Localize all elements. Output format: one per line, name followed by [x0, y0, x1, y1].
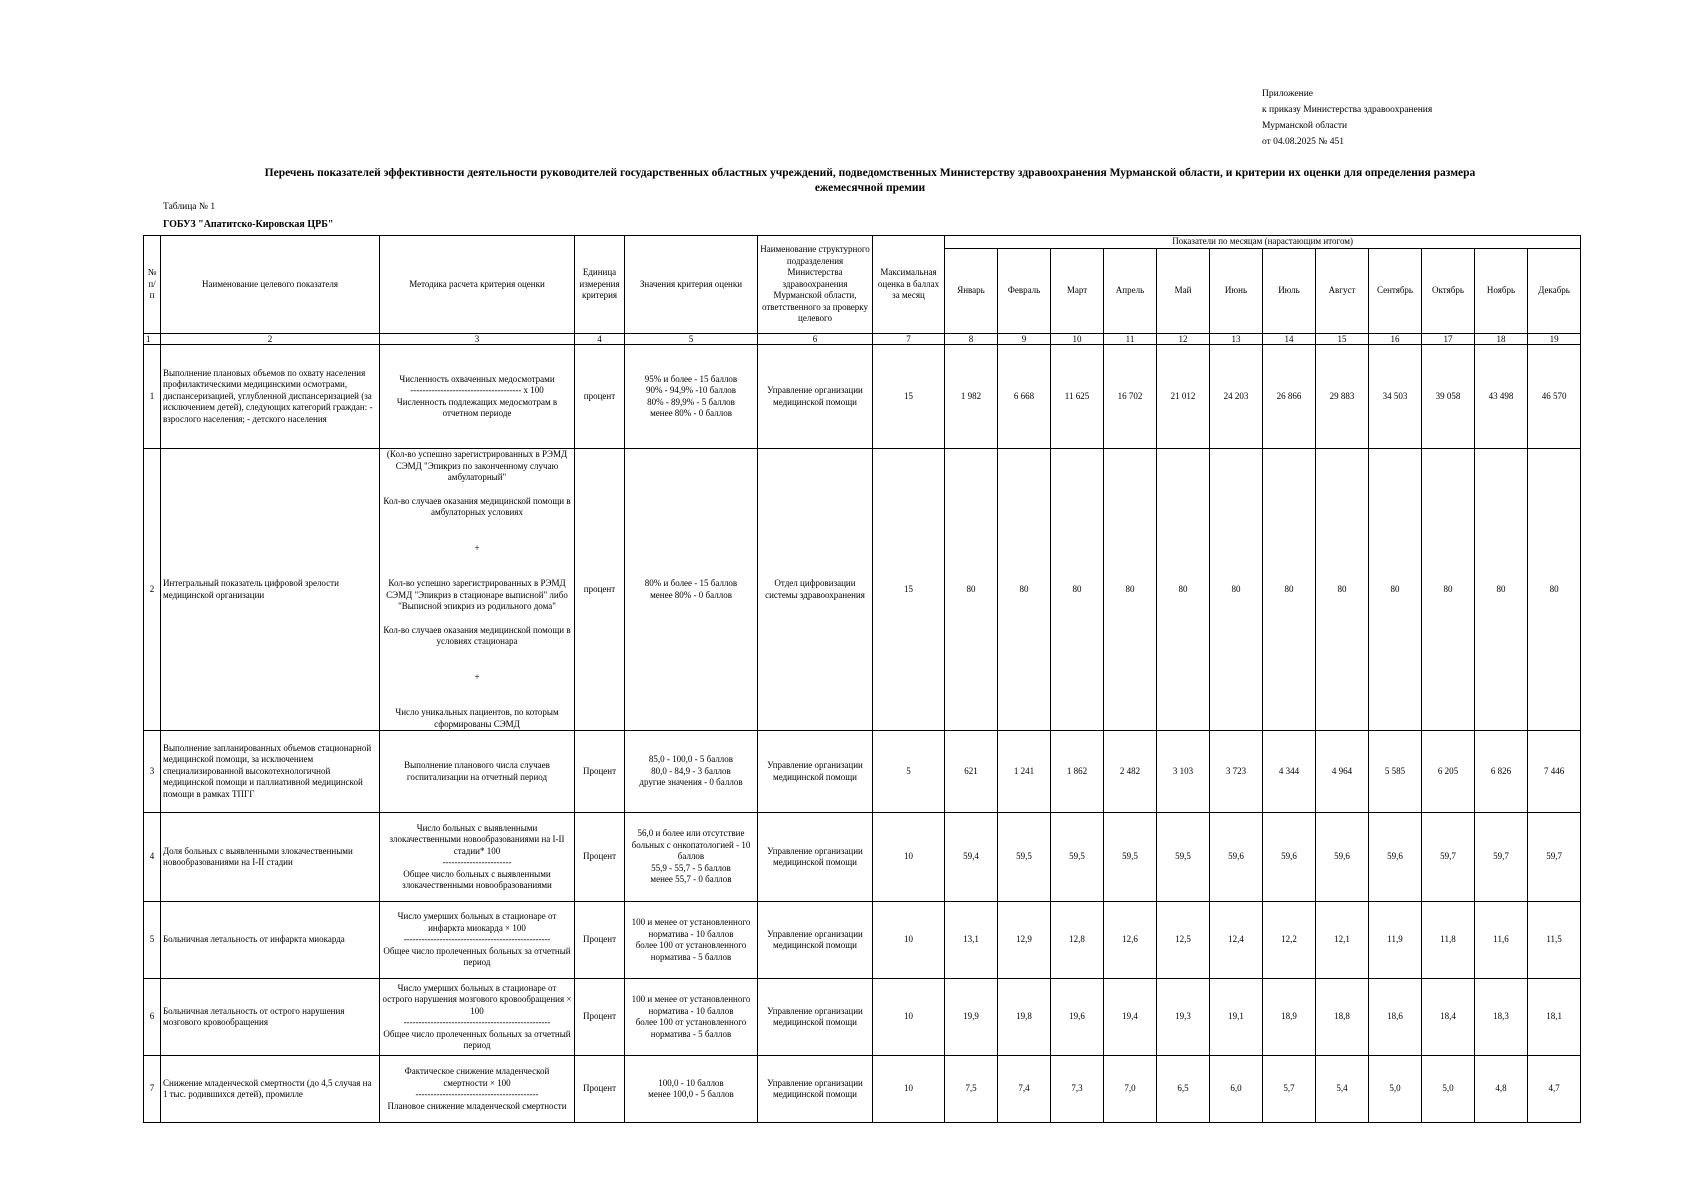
column-number: 15 — [1316, 334, 1369, 345]
month-value: 12,5 — [1157, 902, 1210, 979]
unit-cell: Процент — [575, 1056, 625, 1123]
table-row — [144, 345, 1581, 449]
month-value: 59,6 — [1210, 813, 1263, 902]
calc-method — [380, 449, 575, 731]
criteria-line: 80% - 89,9% - 5 баллов — [647, 396, 735, 407]
month-value: 18,9 — [1263, 979, 1316, 1056]
month-value: 80 — [1104, 449, 1157, 731]
header-dept: Наименование структурного подразделения Министерства здравоохранения Мурманской области, ответственного за проверку целевого — [758, 236, 873, 334]
header-unit: Единица измерения критерия — [575, 236, 625, 334]
calc-method — [380, 345, 575, 449]
method-line: ------------------------------------------------- — [403, 934, 551, 945]
unit-cell: Процент — [575, 902, 625, 979]
criteria-values — [625, 345, 758, 449]
month-value: 59,7 — [1422, 813, 1475, 902]
month-value: 7,5 — [945, 1056, 998, 1123]
row-number: 2 — [144, 449, 161, 731]
row-number: 4 — [144, 813, 161, 902]
month-value: 6 668 — [998, 345, 1051, 449]
max-score: 5 — [873, 731, 945, 813]
month-value: 18,4 — [1422, 979, 1475, 1056]
month-value: 59,7 — [1528, 813, 1581, 902]
month-value: 11,8 — [1422, 902, 1475, 979]
header-month: Март — [1051, 249, 1104, 334]
header-name: Наименование целевого показателя — [161, 236, 380, 334]
month-value: 59,5 — [1051, 813, 1104, 902]
month-value: 59,7 — [1475, 813, 1528, 902]
month-value: 46 570 — [1528, 345, 1581, 449]
table-row — [144, 813, 1581, 902]
month-value: 29 883 — [1316, 345, 1369, 449]
month-value: 18,6 — [1369, 979, 1422, 1056]
criteria-line: более 100 от установленного норматива - 5 баллов — [635, 940, 747, 962]
month-value: 80 — [1210, 449, 1263, 731]
criteria-line: менее 100,0 - 5 баллов — [648, 1089, 734, 1099]
month-value: 59,6 — [1316, 813, 1369, 902]
method-line: Численность охваченных медосмотрами — [399, 373, 555, 384]
title-line: ежемесячной премии — [814, 182, 926, 194]
method-line: Численность подлежащих медосмотрам в отчетном периоде — [396, 396, 558, 418]
column-number: 10 — [1051, 334, 1104, 345]
month-value: 80 — [1528, 449, 1581, 731]
method-line: Число уникальных пациентов, по которым сформированы СЭМД — [395, 707, 559, 729]
month-value: 6,5 — [1157, 1056, 1210, 1123]
month-value: 7,0 — [1104, 1056, 1157, 1123]
month-value: 7,4 — [998, 1056, 1051, 1123]
month-value: 6,0 — [1210, 1056, 1263, 1123]
column-number: 8 — [945, 334, 998, 345]
method-line: Число умерших больных в стационаре от инфаркта миокарда × 100 — [397, 911, 557, 933]
month-value: 59,5 — [1104, 813, 1157, 902]
calc-method — [380, 979, 575, 1056]
header-max: Максимальная оценка в баллах за месяц — [873, 236, 945, 334]
month-value: 39 058 — [1422, 345, 1475, 449]
method-line: ----------------------- — [442, 857, 512, 867]
responsible-dept: Управление организации медицинской помощи — [758, 1056, 873, 1123]
spacer — [382, 683, 572, 707]
criteria-line: более 100 от установленного норматива - 5 баллов — [635, 1017, 747, 1039]
month-value: 13,1 — [945, 902, 998, 979]
month-value: 80 — [998, 449, 1051, 731]
criteria-line: 100,0 - 10 баллов — [658, 1077, 724, 1088]
row-number: 7 — [144, 1056, 161, 1123]
header-month: Август — [1316, 249, 1369, 334]
month-value: 80 — [1157, 449, 1210, 731]
month-value: 19,6 — [1051, 979, 1104, 1056]
month-value: 11,6 — [1475, 902, 1528, 979]
approval-block — [1262, 86, 1432, 150]
criteria-values — [625, 449, 758, 731]
calc-method — [380, 731, 575, 813]
month-value: 12,6 — [1104, 902, 1157, 979]
criteria-values — [625, 902, 758, 979]
header-month: Октябрь — [1422, 249, 1475, 334]
organization-name: ГОБУЗ "Апатитско-Кировская ЦРБ" — [163, 219, 334, 230]
month-value: 4 964 — [1316, 731, 1369, 813]
unit-cell: Процент — [575, 979, 625, 1056]
row-number: 1 — [144, 345, 161, 449]
column-number: 14 — [1263, 334, 1316, 345]
indicator-name: Снижение младенческой смертности (до 4,5 случая на 1 тыс. родившихся детей), промилле — [161, 1056, 380, 1123]
column-number: 3 — [380, 334, 575, 345]
method-line: Кол-во случаев оказания медицинской помощи в условиях стационара — [383, 624, 571, 646]
month-value: 1 862 — [1051, 731, 1104, 813]
month-value: 59,5 — [1157, 813, 1210, 902]
month-value: 19,8 — [998, 979, 1051, 1056]
header-month: Сентябрь — [1369, 249, 1422, 334]
header-month: Декабрь — [1528, 249, 1581, 334]
header-num: № п/ п — [144, 236, 161, 334]
criteria-line: 55,9 - 55,7 - 5 баллов — [651, 862, 731, 873]
calc-method — [380, 902, 575, 979]
month-value: 18,8 — [1316, 979, 1369, 1056]
criteria-line: 90% - 94,9% -10 баллов — [645, 385, 737, 395]
month-value: 5,4 — [1316, 1056, 1369, 1123]
responsible-dept: Управление организации медицинской помощи — [758, 813, 873, 902]
month-value: 5,0 — [1369, 1056, 1422, 1123]
column-number: 5 — [625, 334, 758, 345]
responsible-dept: Отдел цифровизации системы здравоохранения — [758, 449, 873, 731]
month-value: 21 012 — [1157, 345, 1210, 449]
month-value: 19,1 — [1210, 979, 1263, 1056]
method-line: + — [474, 542, 480, 553]
month-value: 59,5 — [998, 813, 1051, 902]
approval-line: Мурманской области — [1262, 121, 1348, 131]
criteria-line: 100 и менее от установленного норматива - 10 баллов — [631, 917, 751, 939]
title-line: Перечень показателей эффективности деятельности руководителей государственных областных учреждений, подведомственных Министерству здравоохранения Мурманской области, и критерии их оценки для определения размера — [264, 167, 1476, 179]
month-value: 3 103 — [1157, 731, 1210, 813]
responsible-dept: Управление организации медицинской помощи — [758, 345, 873, 449]
month-value: 80 — [1263, 449, 1316, 731]
month-value: 2 482 — [1104, 731, 1157, 813]
column-number: 13 — [1210, 334, 1263, 345]
unit-cell: процент — [575, 345, 625, 449]
criteria-line: 100 и менее от установленного норматива - 10 баллов — [631, 994, 751, 1016]
max-score: 10 — [873, 979, 945, 1056]
column-number: 17 — [1422, 334, 1475, 345]
method-line: Фактическое снижение младенческой смертности × 100 — [404, 1066, 550, 1088]
table-row — [144, 731, 1581, 813]
month-value: 4,8 — [1475, 1056, 1528, 1123]
month-value: 80 — [1422, 449, 1475, 731]
header-values: Значения критерия оценки — [625, 236, 758, 334]
indicator-name: Больничная летальность от острого нарушения мозгового кровообращения — [161, 979, 380, 1056]
table-row — [144, 449, 1581, 731]
month-value: 16 702 — [1104, 345, 1157, 449]
header-month: Февраль — [998, 249, 1051, 334]
criteria-values — [625, 813, 758, 902]
criteria-values — [625, 1056, 758, 1123]
approval-line: Приложение — [1262, 89, 1313, 99]
header-month: Ноябрь — [1475, 249, 1528, 334]
month-value: 80 — [945, 449, 998, 731]
column-number: 16 — [1369, 334, 1422, 345]
month-value: 12,4 — [1210, 902, 1263, 979]
indicator-name: Интегральный показатель цифровой зрелости медицинской организации — [161, 449, 380, 731]
month-value: 11,5 — [1528, 902, 1581, 979]
month-value: 59,4 — [945, 813, 998, 902]
month-value: 11 625 — [1051, 345, 1104, 449]
row-number: 5 — [144, 902, 161, 979]
method-line: Плановое снижение младенческой смертности — [387, 1100, 567, 1111]
unit-cell: Процент — [575, 731, 625, 813]
column-number: 9 — [998, 334, 1051, 345]
approval-line: к приказу Министерства здравоохранения — [1262, 105, 1433, 115]
month-value: 1 982 — [945, 345, 998, 449]
table-row — [144, 1056, 1581, 1123]
month-value: 43 498 — [1475, 345, 1528, 449]
month-value: 80 — [1475, 449, 1528, 731]
month-value: 26 866 — [1263, 345, 1316, 449]
month-value: 18,1 — [1528, 979, 1581, 1056]
spacer — [382, 613, 572, 625]
criteria-values — [625, 979, 758, 1056]
indicator-name: Больничная летальность от инфаркта миокарда — [161, 902, 380, 979]
month-value: 80 — [1369, 449, 1422, 731]
method-line: Число умерших больных в стационаре от острого нарушения мозгового кровообращения × 100 — [382, 982, 572, 1016]
responsible-dept: Управление организации медицинской помощи — [758, 979, 873, 1056]
month-value: 6 205 — [1422, 731, 1475, 813]
month-value: 34 503 — [1369, 345, 1422, 449]
method-line: Кол-во случаев оказания медицинской помощи в амбулаторных условиях — [383, 495, 571, 517]
method-line: ------------------------------------------------- — [403, 1017, 551, 1027]
month-value: 11,9 — [1369, 902, 1422, 979]
max-score: 10 — [873, 813, 945, 902]
calc-method — [380, 813, 575, 902]
month-value: 5,0 — [1422, 1056, 1475, 1123]
column-number: 2 — [161, 334, 380, 345]
criteria-values — [625, 731, 758, 813]
criteria-line: 80% и более - 15 баллов — [644, 578, 738, 588]
month-value: 5 585 — [1369, 731, 1422, 813]
spacer — [382, 519, 572, 543]
month-value: 24 203 — [1210, 345, 1263, 449]
row-number: 3 — [144, 731, 161, 813]
month-value: 12,1 — [1316, 902, 1369, 979]
spacer — [382, 554, 572, 578]
criteria-line: другие значения - 0 баллов — [639, 777, 743, 788]
header-month: Январь — [945, 249, 998, 334]
criteria-line: 85,0 - 100,0 - 5 баллов — [648, 754, 734, 765]
month-value: 621 — [945, 731, 998, 813]
method-line: ----------------------------------------- — [415, 1089, 539, 1099]
document-title — [170, 166, 1570, 196]
column-number: 18 — [1475, 334, 1528, 345]
month-value: 80 — [1316, 449, 1369, 731]
header-months-title: Показатели по месяцам (нарастающим итогом) — [945, 236, 1581, 249]
table-row — [144, 902, 1581, 979]
indicator-name: Выполнение запланированных объемов стационарной медицинской помощи, за исключением специализированной высокотехнологичной медицинской помощи и паллиативной медицинской помощи в рамках ТПГГ — [161, 731, 380, 813]
row-number: 6 — [144, 979, 161, 1056]
month-value: 4,7 — [1528, 1056, 1581, 1123]
month-value: 4 344 — [1263, 731, 1316, 813]
month-value: 12,2 — [1263, 902, 1316, 979]
method-line: (Кол-во успешно зарегистрированных в РЭМД СЭМД "Эпикриз по законченному случаю амбулаторный" — [386, 449, 568, 482]
column-number: 4 — [575, 334, 625, 345]
header-month: Июнь — [1210, 249, 1263, 334]
column-number: 12 — [1157, 334, 1210, 345]
month-value: 12,9 — [998, 902, 1051, 979]
month-value: 7,3 — [1051, 1056, 1104, 1123]
responsible-dept: Управление организации медицинской помощи — [758, 731, 873, 813]
month-value: 3 723 — [1210, 731, 1263, 813]
approval-line: от 04.08.2025 № 451 — [1262, 137, 1344, 147]
header-month: Май — [1157, 249, 1210, 334]
column-number: 11 — [1104, 334, 1157, 345]
column-number: 7 — [873, 334, 945, 345]
month-value: 6 826 — [1475, 731, 1528, 813]
max-score: 10 — [873, 902, 945, 979]
month-value: 19,9 — [945, 979, 998, 1056]
column-number: 1 — [144, 334, 161, 345]
calc-method — [380, 1056, 575, 1123]
month-value: 59,6 — [1263, 813, 1316, 902]
month-value: 5,7 — [1263, 1056, 1316, 1123]
indicator-name: Выполнение плановых объемов по охвату населения профилактическими медицинскими осмотрами, диспансеризацией, углубленной диспансеризацией (за исключением детей), следующих категорий граждан: - взрослого населения; - детского населения — [161, 345, 380, 449]
header-month: Апрель — [1104, 249, 1157, 334]
month-value: 7 446 — [1528, 731, 1581, 813]
table-number: Таблица № 1 — [163, 202, 216, 212]
method-line: + — [474, 671, 480, 682]
column-number: 6 — [758, 334, 873, 345]
method-line: Выполнение планового числа случаев госпитализации на отчетный период — [404, 760, 550, 782]
month-value: 18,3 — [1475, 979, 1528, 1056]
month-value: 12,8 — [1051, 902, 1104, 979]
unit-cell: процент — [575, 449, 625, 731]
unit-cell: Процент — [575, 813, 625, 902]
criteria-line: 80,0 - 84,9 - 3 баллов — [651, 765, 731, 776]
method-line: Общее число пролеченных больных за отчетный период — [383, 1028, 571, 1050]
method-line: ------------------------------------- х 100 — [410, 385, 544, 395]
max-score: 10 — [873, 1056, 945, 1123]
indicator-name: Доля больных с выявленными злокачественными новообразованиями на I-II стадии — [161, 813, 380, 902]
month-value: 1 241 — [998, 731, 1051, 813]
month-value: 80 — [1051, 449, 1104, 731]
criteria-line: 95% и более - 15 баллов — [644, 373, 738, 384]
max-score: 15 — [873, 345, 945, 449]
criteria-line: менее 80% - 0 баллов — [650, 589, 732, 600]
month-value: 59,6 — [1369, 813, 1422, 902]
criteria-line: менее 80% - 0 баллов — [650, 408, 732, 418]
method-line: Общее число пролеченных больных за отчетный период — [383, 945, 571, 968]
method-line: Число больных с выявленными злокачественными новообразованиями на I-II стадии* 100 — [389, 822, 565, 856]
spacer — [382, 648, 572, 672]
header-method: Методика расчета критерия оценки — [380, 236, 575, 334]
responsible-dept: Управление организации медицинской помощи — [758, 902, 873, 979]
header-month: Июль — [1263, 249, 1316, 334]
method-line: Кол-во успешно зарегистрированных в РЭМД СЭМД "Эпикриз в стационаре выписной" либо "Выписной эпикриз из родильного дома" — [386, 578, 568, 611]
spacer — [382, 484, 572, 496]
month-value: 19,4 — [1104, 979, 1157, 1056]
criteria-line: менее 55,7 - 0 баллов — [650, 874, 732, 885]
table-row — [144, 979, 1581, 1056]
month-value: 19,3 — [1157, 979, 1210, 1056]
max-score: 15 — [873, 449, 945, 731]
indicators-table — [143, 235, 1581, 1123]
column-number: 19 — [1528, 334, 1581, 345]
criteria-line: 56,0 и более или отсутствие больных с онкопатологией - 10 баллов — [631, 828, 751, 862]
method-line: Общее число больных с выявленными злокачественными новообразованиями — [402, 868, 552, 890]
